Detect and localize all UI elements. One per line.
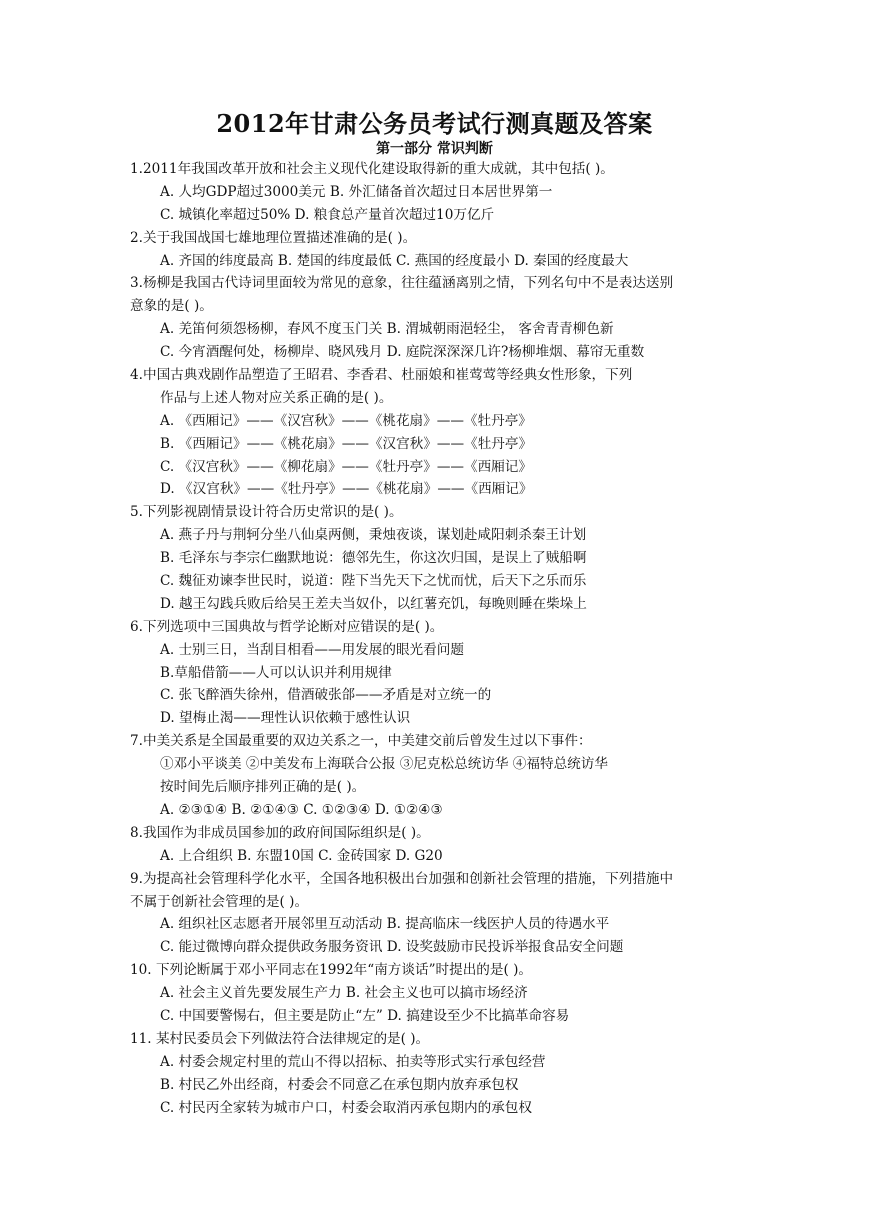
answer-option-line: B. 《西厢记》——《桃花扇》——《汉宫秋》——《牡丹亭》 — [160, 435, 533, 452]
question-line: 6.下列选项中三国典故与哲学论断对应错误的是( )。 — [130, 618, 444, 635]
section-heading: 第一部分 常识判断 — [376, 141, 493, 157]
document-title: 2012年甘肃公务员考试行测真题及答案 — [216, 109, 653, 138]
question-line: 9.为提高社会管理科学化水平，全国各地积极出台加强和创新社会管理的措施，下列措施中 — [130, 870, 674, 887]
question-line: 7.中美关系是全国最重要的双边关系之一，中美建交前后曾发生过以下事件： — [130, 733, 592, 750]
question-line: 2.关于我国战国七雄地理位置描述准确的是( )。 — [130, 229, 417, 246]
answer-option-line: A. 组织社区志愿者开展邻里互动活动 B. 提高临床一线医护人员的待遇水平 — [160, 916, 610, 933]
answer-option-line: A. 村委会规定村里的荒山不得以招标、拍卖等形式实行承包经营 — [160, 1053, 546, 1070]
answer-option-line: A. ②③①④ B. ②①④③ C. ①②③④ D. ①②④③ — [160, 801, 443, 818]
question-line: 4.中国古典戏剧作品塑造了王昭君、李香君、杜丽娘和崔莺莺等经典女性形象，下列 — [130, 367, 633, 384]
answer-option-line: D. 越王勾践兵败后给吴王差夫当奴仆，以红薯充饥，每晚则睡在柴垛上 — [160, 595, 587, 612]
question-line: 8.我国作为非成员国参加的政府间国际组织是( )。 — [130, 824, 430, 841]
answer-option-line: A. 人均GDP超过3000美元 B. 外汇储备首次超过日本居世界第一 — [160, 183, 553, 200]
answer-option-line: A. 齐国的纬度最高 B. 楚国的纬度最低 C. 燕国的经度最小 D. 秦国的经度最大 — [160, 252, 629, 269]
answer-option-line: 按时间先后顺序排列正确的是( )。 — [160, 779, 366, 796]
answer-option-line: D. 《汉宫秋》——《牡丹亭》——《桃花扇》——《西厢记》 — [160, 481, 533, 498]
question-line: 5.下列影视剧情景设计符合历史常识的是( )。 — [130, 504, 403, 521]
answer-option-line: 作品与上述人物对应关系正确的是( )。 — [160, 389, 393, 406]
answer-option-line: A. 羌笛何须怨杨柳，春风不度玉门关 B. 渭城朝雨浥轻尘， 客舍青青柳色新 — [160, 321, 614, 338]
answer-option-line: A. 上合组织 B. 东盟10国 C. 金砖国家 D. G20 — [160, 847, 443, 864]
question-body — [130, 158, 742, 1119]
answer-option-line: C. 张飞醉酒失徐州，借酒破张郃——矛盾是对立统一的 — [160, 687, 492, 704]
answer-option-line: B. 毛泽东与李宗仁幽默地说：德邻先生，你这次归国，是误上了贼船啊 — [160, 550, 587, 567]
answer-option-line: C. 《汉宫秋》——《柳花扇》——《牡丹亭》——《西厢记》 — [160, 458, 532, 475]
answer-option-line: ①邓小平谈美 ②中美发布上海联合公报 ③尼克松总统访华 ④福特总统访华 — [160, 756, 608, 773]
answer-option-line: A. 士别三日，当刮目相看——用发展的眼光看问题 — [160, 641, 464, 658]
answer-option-line: A. 燕子丹与荆轲分坐八仙桌两侧，秉烛夜谈，谋划赴咸阳刺杀秦王计划 — [160, 527, 587, 544]
answer-option-line: C. 村民丙全家转为城市户口，村委会取消丙承包期内的承包权 — [160, 1099, 532, 1116]
question-line: 11. 某村民委员会下列做法符合法律规定的是( )。 — [130, 1030, 430, 1047]
question-line: 1.2011年我国改革开放和社会主义现代化建设取得新的重大成就，其中包括( )。 — [130, 161, 614, 177]
answer-option-line: A. 《西厢记》——《汉宫秋》——《桃花扇》——《牡丹亭》 — [160, 412, 532, 429]
answer-option-line: B.草船借箭——人可以认识并利用规律 — [160, 664, 392, 681]
answer-option-line: B. 村民乙外出经商，村委会不同意乙在承包期内放弃承包权 — [160, 1076, 519, 1093]
answer-option-line: A. 社会主义首先要发展生产力 B. 社会主义也可以搞市场经济 — [160, 985, 528, 1002]
question-line: 意象的是( )。 — [130, 298, 213, 315]
answer-option-line: C. 能过微博向群众提供政务服务资讯 D. 设奖鼓励市民投诉举报食品安全问题 — [160, 939, 624, 956]
answer-option-line: C. 中国要警惕右，但主要是防止“左” D. 搞建设至少不比搞革命容易 — [160, 1007, 570, 1024]
question-line: 10. 下列论断属于邓小平同志在1992年“南方谈话”时提出的是( )。 — [130, 962, 533, 979]
question-line: 3.杨柳是我国古代诗词里面较为常见的意象，往往蕴涵离别之情，下列名句中不是表达送别 — [130, 275, 674, 292]
answer-option-line: D. 望梅止渴——理性认识依赖于感性认识 — [160, 710, 411, 727]
answer-option-line: C. 城镇化率超过50% D. 粮食总产量首次超过10万亿斤 — [160, 206, 495, 223]
question-line: 不属于创新社会管理的是( )。 — [130, 893, 309, 910]
answer-option-line: C. 今宵酒醒何处，杨柳岸、晓风残月 D. 庭院深深深几许?杨柳堆烟、幕帘无重数 — [160, 344, 645, 361]
answer-option-line: C. 魏征劝谏李世民时，说道：陛下当先天下之忧而忧，后天下之乐而乐 — [160, 573, 587, 590]
